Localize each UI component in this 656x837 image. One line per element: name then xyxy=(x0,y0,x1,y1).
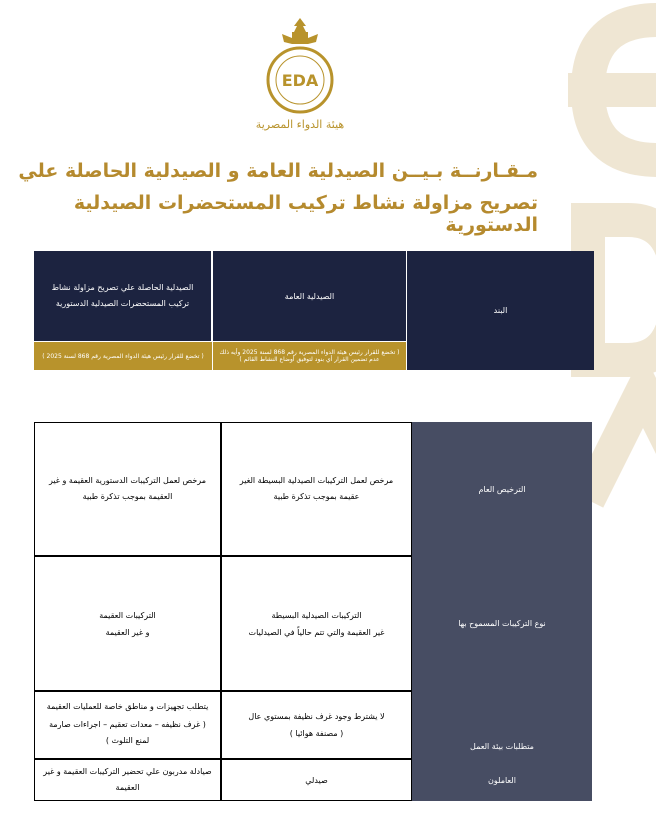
row-item-cell xyxy=(412,759,592,801)
row-item-label: متطلبات بيئة العمل xyxy=(470,742,534,751)
page-title-line2: تصريح مزاولة نشاط تركيب المستحضرات الصيدلية الدستورية xyxy=(73,192,538,236)
row-item-cell xyxy=(412,691,592,759)
general-cell xyxy=(221,691,412,759)
compounding-text: صيادلة مدربون علي تحضير التركيبات العقيمة و غير العقيمة xyxy=(43,767,212,792)
compounding-text: مرخص لعمل التركيبات الدستورية العقيمة و غير العقيمة بموجب تذكرة طبية xyxy=(48,476,207,501)
eda-logo xyxy=(254,14,346,138)
header-compounding-cell xyxy=(34,251,212,341)
compounding-note-text: ( تخضع للقرار رئيس هيئة الدواء المصرية رقم 868 لسنة 2025 ) xyxy=(42,352,204,360)
general-text: مرخص لعمل التركيبات الصيدلية البسيطة الغير عقيمة بموجب تذكرة طبية xyxy=(239,476,394,501)
compounding-text-1: يتطلب تجهيزات و مناطق خاصة للعمليات العقيمة xyxy=(46,701,209,711)
logo-arabic-name: هيئة الدواء المصرية xyxy=(255,118,345,131)
header-compounding-label: الصيدلية الحاصلة علي تصريح مزاولة نشاط تركيب المستحضرات الصيدلية الدستورية xyxy=(51,283,194,308)
general-cell xyxy=(221,422,412,556)
header-table xyxy=(34,251,594,370)
header-compounding-note xyxy=(34,342,212,370)
table-row xyxy=(34,759,592,801)
compounding-cell xyxy=(34,422,221,556)
row-item-label: العاملون xyxy=(488,775,516,785)
compounding-cell xyxy=(34,556,221,691)
compounding-text-2: و غير العقيمة xyxy=(105,627,150,637)
general-text-1: لا يشترط وجود غرف نظيفة بمستوي عال xyxy=(248,712,385,721)
row-item-cell xyxy=(412,422,592,556)
compounding-text-1: التركيبات العقيمة xyxy=(99,610,156,620)
header-item-cell xyxy=(407,251,594,370)
general-note-text: ( تخضع للقرار رئيس هيئة الدواء المصرية رقم 868 لسنة 2025 وأيه ذلك عدم تضمين القرار أي بنود لتوفيق أوضاع النشاط القائم ) xyxy=(219,349,400,363)
compounding-cell xyxy=(34,759,221,801)
general-text-2: ( مصنفة هوائيا ) xyxy=(289,729,344,738)
table-row xyxy=(34,422,592,556)
general-text-1: التركيبات الصيدلية البسيطة xyxy=(271,610,362,620)
compounding-text-2: ( غرف نظيفه – معدات تعقيم – اجراءات صارمة لمنع التلوث ) xyxy=(49,719,206,745)
header-general-note xyxy=(213,342,406,370)
general-cell xyxy=(221,759,412,801)
general-cell xyxy=(221,556,412,691)
header-item-label: البند xyxy=(493,306,508,315)
general-text-2: غير العقيمة والتي تتم حالياً في الصيدليات xyxy=(248,627,385,637)
row-item-label: نوع التركيبات المسموح بها xyxy=(458,618,546,628)
row-item-label: الترخيص العام xyxy=(478,484,526,494)
page-title-line1: مـقـارنــة بـيــن الصيدلية العامة و الصيدلية الحاصلة علي xyxy=(18,160,538,182)
compounding-cell xyxy=(34,691,221,759)
table-row xyxy=(34,556,592,691)
logo-abbr: EDA xyxy=(281,71,319,90)
row-item-cell xyxy=(412,556,592,691)
general-text: صيدلي xyxy=(305,775,328,785)
header-general-label: الصيدلية العامة xyxy=(284,291,335,301)
table-row xyxy=(34,691,592,759)
header-general-cell xyxy=(213,251,407,341)
eagle-emblem-icon xyxy=(282,18,318,44)
